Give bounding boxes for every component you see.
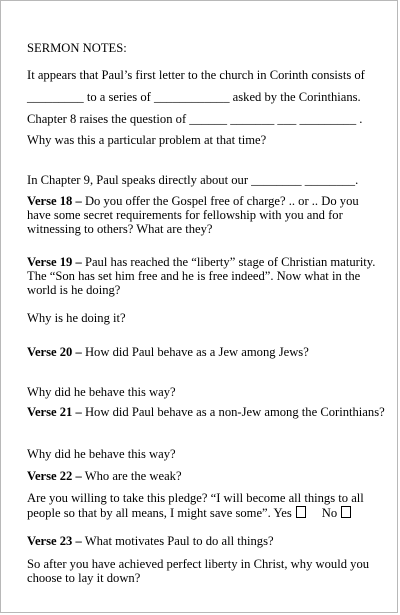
verse18-line-1 xyxy=(27,194,359,209)
verse22-pledge-text-2: people so that by all means, I might save some”. Yes xyxy=(27,506,292,520)
verse23-line-1: So after you have achieved perfect liberty in Christ, why would you xyxy=(27,557,370,571)
chapter9-line: In Chapter 9, Paul speaks directly about our ________ ________. xyxy=(27,173,359,187)
verse22-line xyxy=(27,469,182,484)
intro-line-4: Why was this a particular problem at that time? xyxy=(27,133,267,147)
verse20-why: Why did he behave this way? xyxy=(27,385,176,399)
intro-line-2: _________ to a series of ____________ asked by the Corinthians. xyxy=(27,90,361,104)
verse19-why: Why is he doing it? xyxy=(27,311,126,325)
verse19-line-2: The “Son has set him free and he is free indeed”. Now what in the xyxy=(27,269,361,283)
verse22-pledge-line-1: Are you willing to take this pledge? “I will become all things to all xyxy=(27,491,364,505)
verse23-line xyxy=(27,534,274,549)
verse19-line-3: world is he doing? xyxy=(27,283,121,297)
verse21-text: How did Paul behave as a non-Jew among the Corinthians? xyxy=(81,405,385,419)
yes-checkbox[interactable] xyxy=(296,506,306,518)
no-label: No xyxy=(321,506,338,520)
verse18-text-1: Do you offer the Gospel free of charge? .. or .. Do you xyxy=(81,194,359,208)
verse23-label: Verse 23 – xyxy=(27,534,82,548)
verse18-line-3: witnessing to others? What are they? xyxy=(27,222,213,236)
verse20-text: How did Paul behave as a Jew among Jews? xyxy=(81,345,309,359)
verse20-line xyxy=(27,345,309,360)
page-title: SERMON NOTES: xyxy=(27,41,127,55)
verse22-label: Verse 22 – xyxy=(27,469,82,483)
verse19-line-1 xyxy=(27,255,375,270)
verse21-line xyxy=(27,405,385,420)
verse21-label: Verse 21 – xyxy=(27,405,82,419)
intro-line-3: Chapter 8 raises the question of ______ _______ ___ _________ . xyxy=(27,112,363,126)
verse23-text: What motivates Paul to do all things? xyxy=(81,534,274,548)
verse19-label: Verse 19 – xyxy=(27,255,82,269)
verse19-text-1: Paul has reached the “liberty” stage of Christian maturity. xyxy=(81,255,376,269)
verse22-pledge-line-2 xyxy=(27,506,351,521)
verse21-why: Why did he behave this way? xyxy=(27,447,176,461)
verse20-label: Verse 20 – xyxy=(27,345,82,359)
verse18-label: Verse 18 – xyxy=(27,194,82,208)
verse18-line-2: have some secret requirements for fellowship with you and for xyxy=(27,208,343,222)
verse23-line-2: choose to lay it down? xyxy=(27,571,141,585)
verse22-text: Who are the weak? xyxy=(81,469,182,483)
no-checkbox[interactable] xyxy=(341,506,351,518)
intro-line-1: It appears that Paul’s first letter to the church in Corinth consists of xyxy=(27,68,365,82)
